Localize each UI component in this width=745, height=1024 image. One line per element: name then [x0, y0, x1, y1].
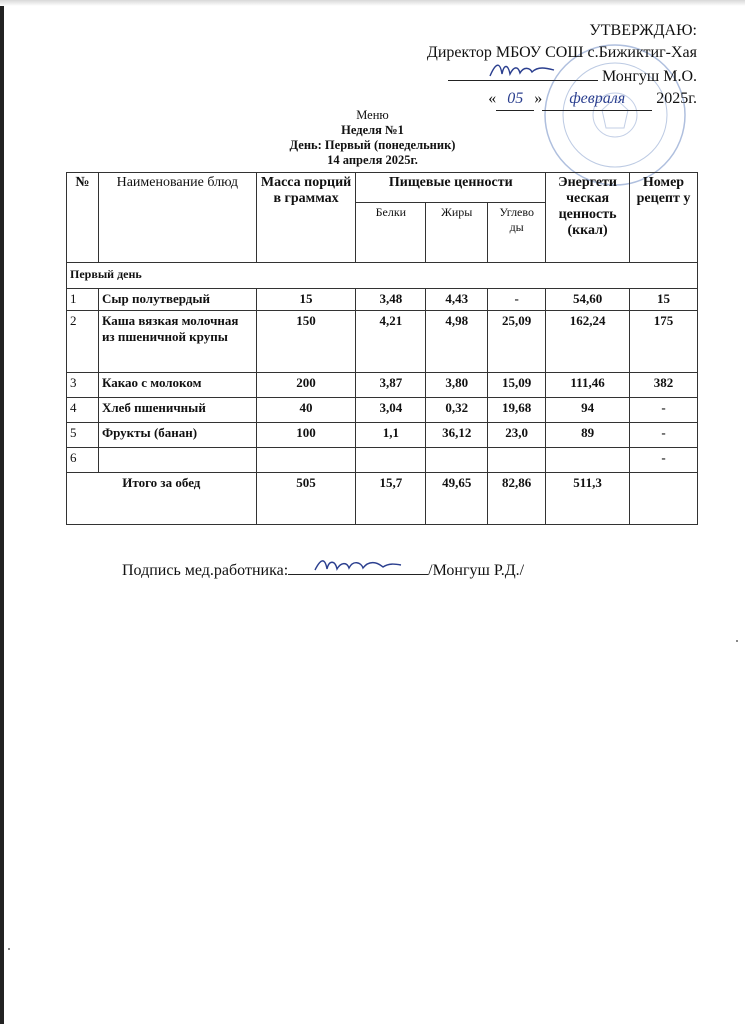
- table-header-row: [67, 173, 698, 203]
- row-recipe: 175: [630, 311, 698, 373]
- row-fat: 0,32: [426, 398, 488, 423]
- date-year: 2025г.: [656, 90, 697, 107]
- row-mass: 100: [256, 423, 356, 448]
- row-name: Какао с молоком: [98, 373, 256, 398]
- row-num: 6: [67, 448, 99, 473]
- total-recipe: [630, 473, 698, 525]
- approval-position: Директор МБОУ СОШ с.Бижиктиг-Хая: [426, 44, 697, 61]
- row-energy: 89: [546, 423, 630, 448]
- approval-signature-line: [448, 64, 598, 81]
- row-num: 2: [67, 311, 99, 373]
- total-energy: 511,3: [546, 473, 630, 525]
- table-row: [67, 423, 698, 448]
- col-recipe: Номер рецепт у: [630, 173, 698, 263]
- table-row: [67, 398, 698, 423]
- row-fat: 4,98: [426, 311, 488, 373]
- total-mass: 505: [256, 473, 356, 525]
- row-carbs: [488, 448, 546, 473]
- table-row: [67, 289, 698, 311]
- total-fat: 49,65: [426, 473, 488, 525]
- medic-signature: [313, 554, 403, 576]
- col-nutrition: Пищевые ценности: [356, 173, 546, 203]
- header-line-4: 14 апреля 2025г.: [327, 153, 418, 167]
- col-protein: Белки: [356, 203, 426, 263]
- table-row: [67, 373, 698, 398]
- row-mass: 200: [256, 373, 356, 398]
- row-name: [98, 448, 256, 473]
- scan-speck: [736, 640, 738, 642]
- row-name: Каша вязкая молочная из пшеничной крупы: [98, 311, 256, 373]
- date-open-quote: «: [488, 90, 497, 107]
- row-protein: 3,48: [356, 289, 426, 311]
- section-label: Первый день: [67, 263, 698, 289]
- row-num: 3: [67, 373, 99, 398]
- row-name: Хлеб пшеничный: [98, 398, 256, 423]
- row-recipe: 15: [630, 289, 698, 311]
- header-line-3: День: Первый (понедельник): [289, 138, 456, 152]
- row-recipe: -: [630, 398, 698, 423]
- col-carbs: Углево ды: [488, 203, 546, 263]
- row-carbs: 15,09: [488, 373, 546, 398]
- col-name: Наименование блюд: [98, 173, 256, 263]
- row-protein: [356, 448, 426, 473]
- approval-title: УТВЕРЖДАЮ:: [589, 22, 697, 39]
- row-carbs: 23,0: [488, 423, 546, 448]
- total-label: Итого за обед: [67, 473, 257, 525]
- menu-header: [0, 108, 745, 168]
- row-energy: 162,24: [546, 311, 630, 373]
- row-energy: 54,60: [546, 289, 630, 311]
- row-recipe: 382: [630, 373, 698, 398]
- row-fat: 4,43: [426, 289, 488, 311]
- row-protein: 3,04: [356, 398, 426, 423]
- row-fat: [426, 448, 488, 473]
- total-carbs: 82,86: [488, 473, 546, 525]
- col-energy: Энергети ческая ценность (ккал): [546, 173, 630, 263]
- medical-signature-line: [122, 560, 524, 580]
- row-recipe: -: [630, 448, 698, 473]
- approval-name: Монгуш М.О.: [601, 68, 697, 85]
- row-mass: 40: [256, 398, 356, 423]
- director-signature: [488, 58, 558, 82]
- row-energy: 111,46: [546, 373, 630, 398]
- row-carbs: -: [488, 289, 546, 311]
- section-row: [67, 263, 698, 289]
- scan-speck: [8, 948, 10, 950]
- col-mass: Масса порций в граммах: [256, 173, 356, 263]
- date-month: февраля: [542, 88, 652, 111]
- col-num: №: [67, 173, 99, 263]
- signature-name: /Монгуш Р.Д./: [428, 562, 525, 579]
- row-num: 1: [67, 289, 99, 311]
- date-day: 05: [496, 88, 534, 111]
- total-protein: 15,7: [356, 473, 426, 525]
- header-line-2: Неделя №1: [341, 123, 404, 137]
- row-mass: [256, 448, 356, 473]
- row-protein: 4,21: [356, 311, 426, 373]
- row-fat: 36,12: [426, 423, 488, 448]
- row-protein: 1,1: [356, 423, 426, 448]
- row-mass: 15: [256, 289, 356, 311]
- row-mass: 150: [256, 311, 356, 373]
- scan-top-shadow: [0, 0, 745, 6]
- row-protein: 3,87: [356, 373, 426, 398]
- menu-table: [66, 172, 698, 525]
- row-num: 4: [67, 398, 99, 423]
- row-fat: 3,80: [426, 373, 488, 398]
- date-close-quote: »: [534, 90, 543, 107]
- signature-label: Подпись мед.работника:: [122, 562, 289, 579]
- row-energy: 94: [546, 398, 630, 423]
- row-carbs: 25,09: [488, 311, 546, 373]
- row-num: 5: [67, 423, 99, 448]
- row-carbs: 19,68: [488, 398, 546, 423]
- header-line-1: Меню: [356, 108, 389, 122]
- total-row: [67, 473, 698, 525]
- col-fat: Жиры: [426, 203, 488, 263]
- table-row: [67, 448, 698, 473]
- row-energy: [546, 448, 630, 473]
- row-name: Сыр полутвердый: [98, 289, 256, 311]
- row-recipe: -: [630, 423, 698, 448]
- approval-block: [427, 20, 697, 111]
- table-row: [67, 311, 698, 373]
- row-name: Фрукты (банан): [98, 423, 256, 448]
- signature-blank: [288, 560, 428, 575]
- approval-name-row: [427, 64, 697, 88]
